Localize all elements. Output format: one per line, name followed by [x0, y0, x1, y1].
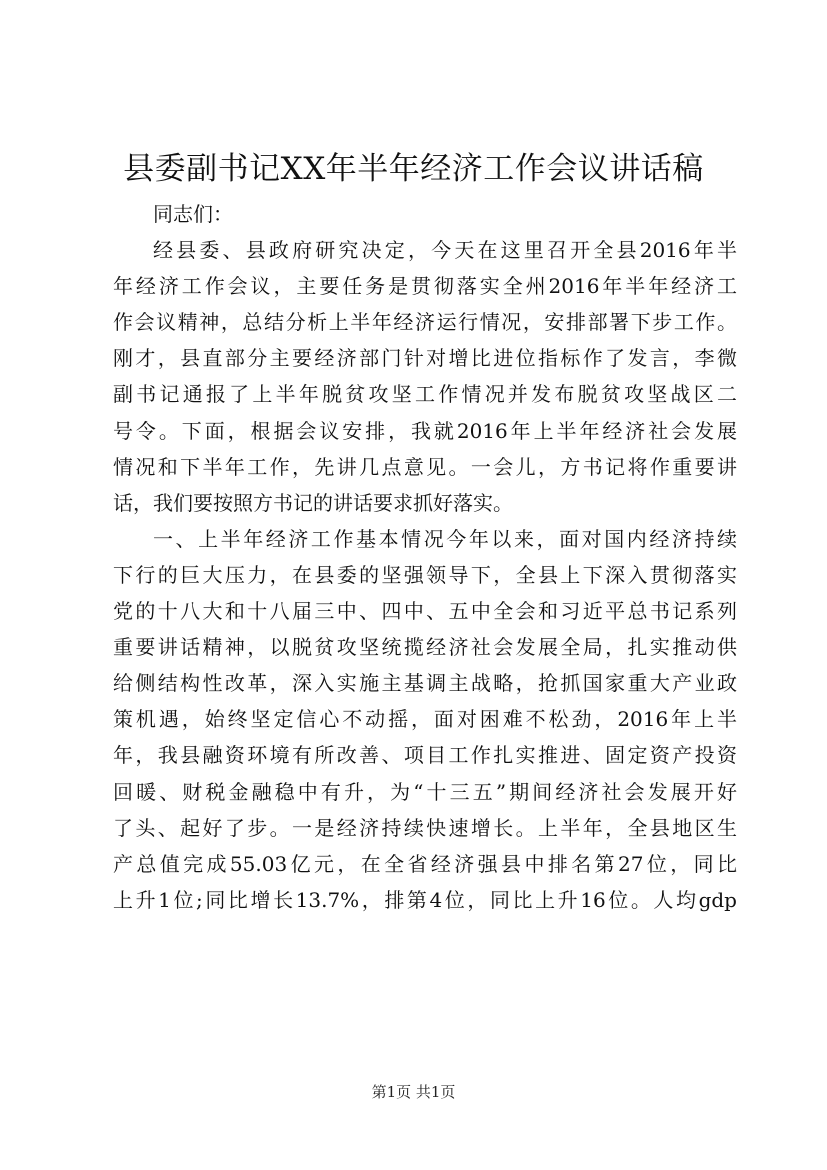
paragraph-line: 重要讲话精神，以脱贫攻坚统揽经济社会发展全局，扎实推动供	[113, 635, 737, 660]
paragraph-line: 产总值完成55.03亿元，在全省经济强县中排名第27位，同比	[113, 851, 737, 876]
paragraph-line: 副书记通报了上半年脱贫攻坚工作情况并发布脱贫攻坚战区二	[113, 382, 737, 407]
paragraph-line: 一、上半年经济工作基本情况今年以来，面对国内经济持续	[153, 526, 737, 551]
document-title: 县委副书记XX年半年经济工作会议讲话稿	[123, 151, 704, 187]
paragraph-line: 号令。下面，根据会议安排，我就2016年上半年经济社会发展	[113, 418, 737, 443]
paragraph-line: 情况和下半年工作，先讲几点意见。一会儿，方书记将作重要讲	[113, 454, 737, 479]
paragraph-line: 党的十八大和十八届三中、四中、五中全会和习近平总书记系列	[113, 599, 737, 624]
paragraph-line: 了头、起好了步。一是经济持续快速增长。上半年，全县地区生	[113, 815, 737, 840]
document-body	[113, 196, 737, 918]
paragraph-line: 经县委、县政府研究决定，今天在这里召开全县2016年半	[153, 238, 737, 263]
paragraph-line: 年，我县融资环境有所改善、项目工作扎实推进、固定资产投资	[113, 743, 737, 768]
page-number-footer: 第1页 共1页	[371, 1083, 456, 1101]
paragraph-line: 给侧结构性改革，深入实施主基调主战略，抢抓国家重大产业政	[113, 671, 737, 696]
greeting-line: 同志们：	[153, 202, 233, 226]
paragraph-line: 作会议精神，总结分析上半年经济运行情况，安排部署下步工作。	[113, 310, 737, 335]
paragraph-line: 刚才，县直部分主要经济部门针对增比进位指标作了发言，李微	[113, 346, 737, 371]
paragraph-line: 下行的巨大压力，在县委的坚强领导下，全县上下深入贯彻落实	[113, 562, 737, 587]
paragraph-line: 策机遇，始终坚定信心不动摇，面对困难不松劲，2016年上半	[113, 707, 737, 732]
paragraph-line: 上升1位;同比增长13.7%，排第4位，同比上升16位。人均gdp	[113, 887, 737, 912]
paragraph-line: 年经济工作会议，主要任务是贯彻落实全州2016年半年经济工	[113, 274, 737, 299]
paragraph-line: 话，我们要按照方书记的讲话要求抓好落实。	[113, 490, 513, 515]
paragraph-line: 回暖、财税金融稳中有升，为“十三五”期间经济社会发展开好	[113, 779, 737, 804]
